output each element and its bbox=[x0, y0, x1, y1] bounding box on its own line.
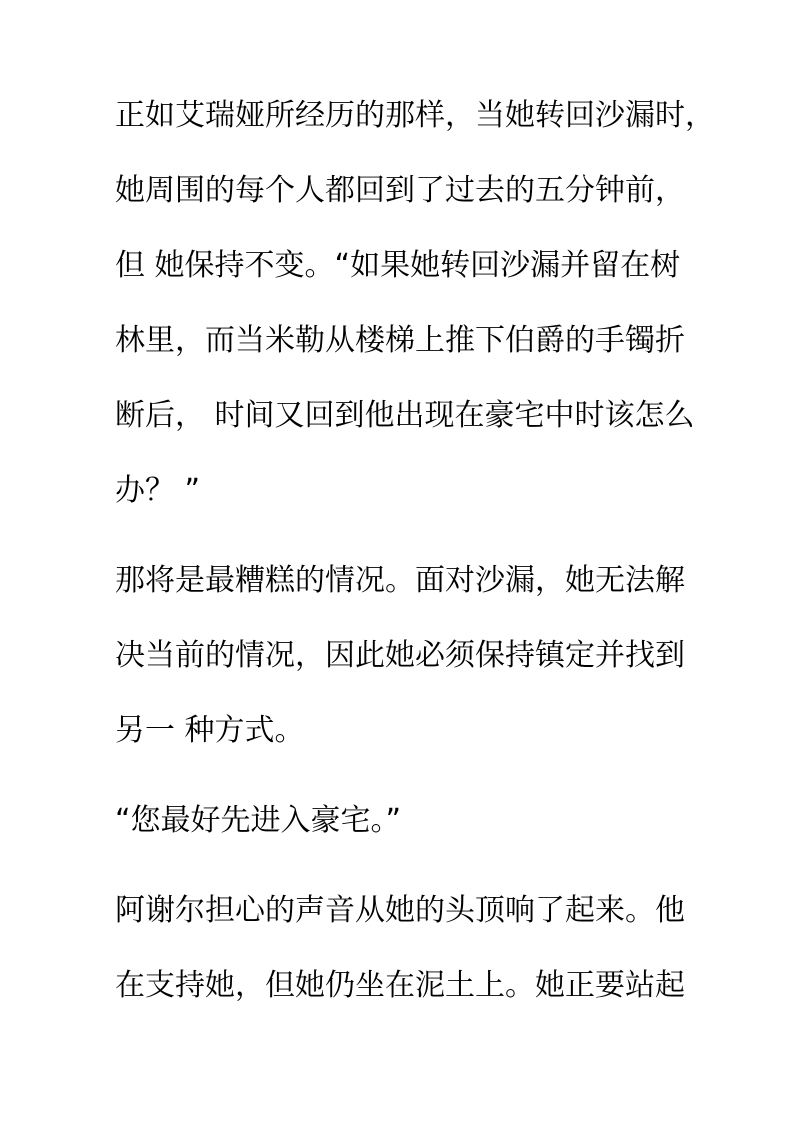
paragraph-line: “您最好先进入豪宅。” bbox=[115, 803, 402, 838]
paragraph-line: 正如艾瑞娅所经历的那样，当她转回沙漏时， bbox=[115, 98, 715, 133]
paragraph-3 bbox=[115, 783, 685, 858]
paragraph-line: 阿谢尔担心的声音从她的头顶响了起来。他 bbox=[115, 893, 685, 928]
paragraph-line: 另一 种方式。 bbox=[115, 713, 305, 748]
paragraph-line: 那将是最糟糕的情况。面对沙漏，她无法解 bbox=[115, 563, 685, 598]
paragraph-line: 林里，而当米勒从楼梯上推下伯爵的手镯折 bbox=[115, 323, 685, 358]
paragraph-line: 但 她保持不变。“如果她转回沙漏并留在树 bbox=[115, 248, 681, 283]
paragraph-line: 办？ ” bbox=[115, 473, 201, 508]
paragraph-2 bbox=[115, 543, 685, 768]
paragraph-line: 她周围的每个人都回到了过去的五分钟前， bbox=[115, 173, 685, 208]
paragraph-4 bbox=[115, 873, 685, 1023]
paragraph-line: 断后， 时间又回到他出现在豪宅中时该怎么 bbox=[115, 398, 695, 433]
paragraph-1 bbox=[115, 78, 715, 528]
paragraph-line: 在支持她，但她仍坐在泥土上。她正要站起 bbox=[115, 968, 685, 1003]
paragraph-line: 决当前的情况，因此她必须保持镇定并找到 bbox=[115, 638, 685, 673]
